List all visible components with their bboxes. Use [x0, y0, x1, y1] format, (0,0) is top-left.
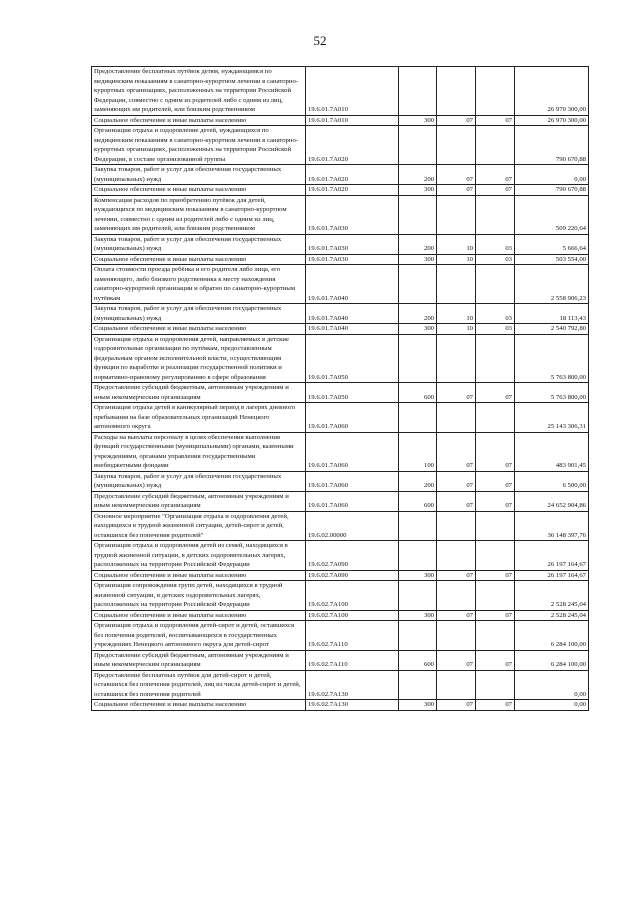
table-row: [92, 650, 589, 670]
row-name-cell: Расходы на выплаты персоналу в целях обеспечения выполнения функций государственными (муниципальными) органами, казенными учреждениями, органами управления государственными внебюджетными фондами: [92, 432, 306, 471]
row-vr-cell: [399, 334, 437, 383]
row-code-cell: 19.6.01.7А010: [306, 115, 399, 126]
row-code-cell: 19.6.01.7А040: [306, 265, 399, 304]
row-rz-cell: 07: [437, 491, 476, 511]
row-name-cell: Организация отдыха и оздоровления детей, направляемых в детские оздоровительные организации по путёвкам, предоставленным федеральным органом исполнительной власти, осуществляющим функции по выработке и реализации государственной политики и нормативно-правовому регулированию в сфере образования: [92, 334, 306, 383]
table-row: [92, 324, 589, 335]
table-row: [92, 254, 589, 265]
row-vr-cell: 200: [399, 165, 437, 185]
row-vr-cell: 200: [399, 304, 437, 324]
row-sum-cell: 26 970 300,00: [515, 115, 589, 126]
row-name-cell: Закупка товаров, работ и услуг для обеспечения государственных (муниципальных) нужд: [92, 234, 306, 254]
row-code-cell: 19.6.01.7А030: [306, 254, 399, 265]
budget-table-body: [92, 67, 589, 711]
row-name-cell: Предоставление бесплатных путёвок для детей-сирот и детей, оставшихся без попечения родителей, лиц из числа детей-сирот и детей, оставшихся без попечения родителей: [92, 670, 306, 700]
row-code-cell: 19.6.01.7А040: [306, 324, 399, 335]
row-rz-cell: 10: [437, 234, 476, 254]
row-name-cell: Социальное обеспечение и иные выплаты населению: [92, 700, 306, 711]
row-vr-cell: [399, 195, 437, 234]
row-pr-cell: 07: [476, 115, 515, 126]
row-pr-cell: 07: [476, 610, 515, 621]
row-pr-cell: 07: [476, 383, 515, 403]
row-pr-cell: 03: [476, 234, 515, 254]
row-vr-cell: 600: [399, 491, 437, 511]
table-row: [92, 383, 589, 403]
row-code-cell: 19.6.01.7А030: [306, 234, 399, 254]
row-pr-cell: 07: [476, 185, 515, 196]
row-vr-cell: 300: [399, 185, 437, 196]
row-pr-cell: [476, 265, 515, 304]
row-pr-cell: 07: [476, 471, 515, 491]
row-rz-cell: [437, 541, 476, 571]
row-rz-cell: 07: [437, 165, 476, 185]
row-name-cell: Социальное обеспечение и иные выплаты населению: [92, 324, 306, 335]
row-pr-cell: 07: [476, 570, 515, 581]
row-vr-cell: 300: [399, 610, 437, 621]
row-vr-cell: 300: [399, 324, 437, 335]
row-name-cell: Социальное обеспечение и иные выплаты населению: [92, 185, 306, 196]
row-vr-cell: 300: [399, 700, 437, 711]
row-vr-cell: 300: [399, 570, 437, 581]
row-sum-cell: 509 220,64: [515, 195, 589, 234]
row-name-cell: Закупка товаров, работ и услуг для обеспечения государственных (муниципальных) нужд: [92, 304, 306, 324]
row-pr-cell: 03: [476, 254, 515, 265]
table-row: [92, 304, 589, 324]
row-pr-cell: [476, 403, 515, 433]
row-code-cell: 19.6.01.7А010: [306, 67, 399, 116]
row-sum-cell: 6 284 100,00: [515, 650, 589, 670]
row-pr-cell: 03: [476, 324, 515, 335]
row-rz-cell: [437, 670, 476, 700]
table-row: [92, 334, 589, 383]
row-name-cell: Оплата стоимости проезда ребёнка и его родителя либо лица, его заменяющего, либо близкого родственника к месту нахождения санаторно-курортной организации и обратно по санаторно-курортным путёвкам: [92, 265, 306, 304]
row-code-cell: 19.6.01.7А060: [306, 471, 399, 491]
row-sum-cell: 26 197 164,67: [515, 570, 589, 581]
row-pr-cell: [476, 670, 515, 700]
row-code-cell: 19.6.02.7А130: [306, 670, 399, 700]
row-vr-cell: 200: [399, 471, 437, 491]
row-name-cell: Предоставление субсидий бюджетным, автономным учреждениям и иным некоммерческим организациям: [92, 650, 306, 670]
row-pr-cell: [476, 126, 515, 165]
row-code-cell: 19.6.02.7А130: [306, 700, 399, 711]
row-vr-cell: [399, 126, 437, 165]
row-sum-cell: 790 670,88: [515, 126, 589, 165]
row-pr-cell: [476, 67, 515, 116]
row-sum-cell: 2 528 245,04: [515, 581, 589, 611]
row-sum-cell: 26 970 300,00: [515, 67, 589, 116]
row-name-cell: Предоставление субсидий бюджетным, автономным учреждениям и иным некоммерческим организациям: [92, 383, 306, 403]
row-code-cell: 19.6.01.7А060: [306, 432, 399, 471]
row-code-cell: 19.6.02.00000: [306, 511, 399, 541]
row-rz-cell: [437, 265, 476, 304]
row-pr-cell: [476, 511, 515, 541]
budget-table: [91, 66, 589, 711]
row-sum-cell: 2 558 906,23: [515, 265, 589, 304]
row-sum-cell: 5 763 800,00: [515, 383, 589, 403]
row-code-cell: 19.6.01.7А020: [306, 126, 399, 165]
row-pr-cell: 07: [476, 491, 515, 511]
row-code-cell: 19.6.01.7А060: [306, 403, 399, 433]
row-rz-cell: 07: [437, 115, 476, 126]
row-code-cell: 19.6.01.7А050: [306, 334, 399, 383]
table-row: [92, 700, 589, 711]
table-row: [92, 234, 589, 254]
row-rz-cell: [437, 403, 476, 433]
table-row: [92, 403, 589, 433]
row-rz-cell: 07: [437, 185, 476, 196]
row-rz-cell: 07: [437, 610, 476, 621]
row-name-cell: Социальное обеспечение и иные выплаты населению: [92, 254, 306, 265]
row-name-cell: Предоставление субсидий бюджетным, автономным учреждениям и иным некоммерческим организациям: [92, 491, 306, 511]
row-rz-cell: 07: [437, 570, 476, 581]
row-rz-cell: 07: [437, 650, 476, 670]
row-pr-cell: 03: [476, 304, 515, 324]
table-row: [92, 185, 589, 196]
table-row: [92, 115, 589, 126]
row-code-cell: 19.6.01.7А050: [306, 383, 399, 403]
row-rz-cell: 07: [437, 383, 476, 403]
row-code-cell: 19.6.01.7А060: [306, 491, 399, 511]
row-sum-cell: 503 554,00: [515, 254, 589, 265]
row-pr-cell: 07: [476, 650, 515, 670]
row-rz-cell: [437, 126, 476, 165]
row-pr-cell: [476, 541, 515, 571]
row-pr-cell: 07: [476, 700, 515, 711]
row-code-cell: 19.6.02.7А090: [306, 570, 399, 581]
row-code-cell: 19.6.01.7А030: [306, 195, 399, 234]
row-sum-cell: 24 652 904,86: [515, 491, 589, 511]
page-number: 52: [313, 33, 327, 48]
row-vr-cell: [399, 67, 437, 116]
row-name-cell: Организация сопровождения групп детей, находящихся в трудной жизненной ситуации, в детских оздоровительных лагерях, расположенных на территории Российской Федерации: [92, 581, 306, 611]
row-sum-cell: 790 670,88: [515, 185, 589, 196]
row-code-cell: 19.6.02.7А110: [306, 621, 399, 651]
row-name-cell: Организация отдыха и оздоровление детей, нуждающихся по медицинским показаниям в санаторно-курортном лечении в санаторно-курортных организациях, расположенных на территории Российской Федерации, в составе организованной группы: [92, 126, 306, 165]
table-row: [92, 541, 589, 571]
row-rz-cell: [437, 511, 476, 541]
row-name-cell: Закупка товаров, работ и услуг для обеспечения государственных (муниципальных) нужд: [92, 165, 306, 185]
table-row: [92, 126, 589, 165]
row-pr-cell: 07: [476, 432, 515, 471]
row-name-cell: Социальное обеспечение и иные выплаты населению: [92, 115, 306, 126]
row-code-cell: 19.6.02.7А110: [306, 650, 399, 670]
row-rz-cell: [437, 581, 476, 611]
row-code-cell: 19.6.01.7А020: [306, 185, 399, 196]
row-sum-cell: 18 113,43: [515, 304, 589, 324]
row-sum-cell: 0,00: [515, 700, 589, 711]
row-name-cell: Социальное обеспечение и иные выплаты населению: [92, 570, 306, 581]
table-row: [92, 621, 589, 651]
row-rz-cell: 07: [437, 471, 476, 491]
row-pr-cell: [476, 581, 515, 611]
row-name-cell: Предоставление бесплатных путёвок детям, нуждающимся по медицинским показаниям в санаторно-курортном лечении в санаторно-курортных организациях, расположенных на территории Российской Федерации, совместно с одним из родителей либо с одним из лиц, заменяющих им родителей, или близким родственником: [92, 67, 306, 116]
row-sum-cell: 5 763 800,00: [515, 334, 589, 383]
row-rz-cell: 10: [437, 254, 476, 265]
row-vr-cell: [399, 511, 437, 541]
row-vr-cell: [399, 403, 437, 433]
row-code-cell: 19.6.02.7А100: [306, 581, 399, 611]
row-sum-cell: 6 500,00: [515, 471, 589, 491]
table-row: [92, 491, 589, 511]
row-sum-cell: 25 143 306,31: [515, 403, 589, 433]
table-row: [92, 511, 589, 541]
table-row: [92, 265, 589, 304]
row-vr-cell: 300: [399, 254, 437, 265]
row-sum-cell: 36 148 397,76: [515, 511, 589, 541]
row-name-cell: Организация отдыха и оздоровления детей из семей, находящихся в трудной жизненной ситуации, в детских оздоровительных лагерях, расположенных на территории Российской Федерации: [92, 541, 306, 571]
table-row: [92, 670, 589, 700]
table-row: [92, 432, 589, 471]
row-sum-cell: 5 666,64: [515, 234, 589, 254]
table-row: [92, 195, 589, 234]
row-name-cell: Компенсация расходов по приобретению путёвок для детей, нуждающихся по медицинским показаниям в санаторно-курортном лечении, совместно с одним из родителей либо с одним из лиц, заменяющих им родителей, или близким родственником: [92, 195, 306, 234]
table-row: [92, 581, 589, 611]
row-pr-cell: 07: [476, 165, 515, 185]
row-vr-cell: [399, 621, 437, 651]
row-rz-cell: [437, 334, 476, 383]
row-rz-cell: [437, 621, 476, 651]
row-sum-cell: 0,00: [515, 165, 589, 185]
row-sum-cell: 0,00: [515, 670, 589, 700]
row-rz-cell: [437, 67, 476, 116]
row-pr-cell: [476, 621, 515, 651]
row-vr-cell: [399, 581, 437, 611]
table-row: [92, 67, 589, 116]
row-sum-cell: 483 901,45: [515, 432, 589, 471]
row-rz-cell: 07: [437, 700, 476, 711]
row-name-cell: Организация отдыха детей в каникулярный период в лагерях дневного пребывания на базе образовательных организаций Ненецкого автономного округа: [92, 403, 306, 433]
row-sum-cell: 2 540 792,80: [515, 324, 589, 335]
row-vr-cell: 300: [399, 115, 437, 126]
row-vr-cell: 600: [399, 650, 437, 670]
row-name-cell: Организация отдыха и оздоровления детей-сирот и детей, оставшихся без попечения родителей, воспитывающихся в государственных учреждениях Ненецкого автономного округа для детей-сирот: [92, 621, 306, 651]
row-code-cell: 19.6.01.7А020: [306, 165, 399, 185]
row-pr-cell: [476, 334, 515, 383]
row-sum-cell: 26 197 164,67: [515, 541, 589, 571]
row-rz-cell: 07: [437, 432, 476, 471]
row-code-cell: 19.6.02.7А090: [306, 541, 399, 571]
row-sum-cell: 2 528 245,04: [515, 610, 589, 621]
row-vr-cell: [399, 670, 437, 700]
row-name-cell: Основное мероприятие "Организация отдыха и оздоровления детей, находящихся в трудной жизненной ситуации, детей-сирот и детей, оставшихся без попечения родителей": [92, 511, 306, 541]
row-name-cell: Закупка товаров, работ и услуг для обеспечения государственных (муниципальных) нужд: [92, 471, 306, 491]
row-code-cell: 19.6.02.7А100: [306, 610, 399, 621]
row-vr-cell: [399, 265, 437, 304]
row-rz-cell: 10: [437, 324, 476, 335]
row-rz-cell: 10: [437, 304, 476, 324]
table-row: [92, 570, 589, 581]
row-sum-cell: 6 284 100,00: [515, 621, 589, 651]
table-row: [92, 165, 589, 185]
row-pr-cell: [476, 195, 515, 234]
row-vr-cell: 100: [399, 432, 437, 471]
row-vr-cell: 200: [399, 234, 437, 254]
row-vr-cell: [399, 541, 437, 571]
table-row: [92, 471, 589, 491]
table-row: [92, 610, 589, 621]
row-rz-cell: [437, 195, 476, 234]
row-name-cell: Социальное обеспечение и иные выплаты населению: [92, 610, 306, 621]
row-vr-cell: 600: [399, 383, 437, 403]
row-code-cell: 19.6.01.7А040: [306, 304, 399, 324]
